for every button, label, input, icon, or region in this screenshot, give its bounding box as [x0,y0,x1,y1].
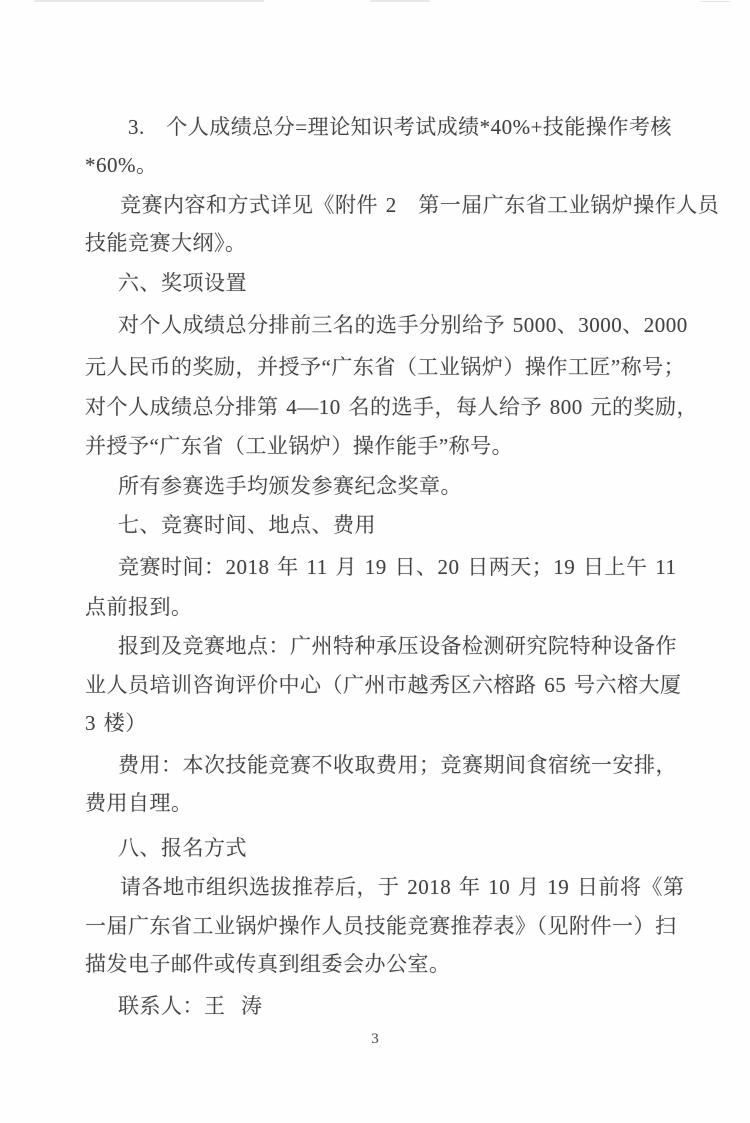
section-heading: 七、竞赛时间、地点、费用 [118,513,376,537]
text-line: 技能竞赛大纲》。 [85,231,247,255]
contact-line: 联系人：王 涛 [118,994,263,1018]
scan-artifact [370,0,430,2]
text-line: 并授予“广东省（工业锅炉）操作能手”称号。 [85,434,514,458]
text-line: 对个人成绩总分排前三名的选手分别给予 5000、3000、2000 [118,313,688,337]
text-line: 费用自理。 [85,791,193,815]
text-line: 点前报到。 [85,595,193,619]
text-line: 报到及竞赛地点：广州特种承压设备检测研究院特种设备作 [118,634,677,658]
page-number: 3 [371,1031,379,1047]
text-line: 对个人成绩总分排第 4—10 名的选手，每人给予 800 元的奖励， [85,395,698,419]
text-line: 描发电子邮件或传真到组委会办公室。 [85,952,451,976]
text-line: 费用：本次技能竞赛不收取费用；竞赛期间食宿统一安排， [118,753,677,777]
text-line: 3. 个人成绩总分=理论知识考试成绩*40%+技能操作考核 [128,115,672,139]
scan-artifact [700,1,730,2]
text-line: *60%。 [85,153,158,177]
text-line: 业人员培训咨询评价中心（广州市越秀区六榕路 65 号六榕大厦 [85,673,682,697]
text-line: 所有参赛选手均颁发参赛纪念奖章。 [118,474,462,498]
text-line: 3 楼） [85,711,147,735]
text-line: 竞赛内容和方式详见《附件 2 第一届广东省工业锅炉操作人员 [120,193,720,217]
text-line: 竞赛时间：2018 年 11 月 19 日、20 日两天；19 日上午 11 [118,555,677,579]
text-line: 请各地市组织选拔推荐后，于 2018 年 10 月 19 日前将《第 [120,875,685,899]
section-heading: 八、报名方式 [118,836,247,860]
text-line: 元人民币的奖励，并授予“广东省（工业锅炉）操作工匠”称号； [85,355,686,379]
section-heading: 六、奖项设置 [118,271,247,295]
scan-artifact [34,0,264,2]
text-line: 一届广东省工业锅炉操作人员技能竞赛推荐表》（见附件一）扫 [85,914,677,938]
